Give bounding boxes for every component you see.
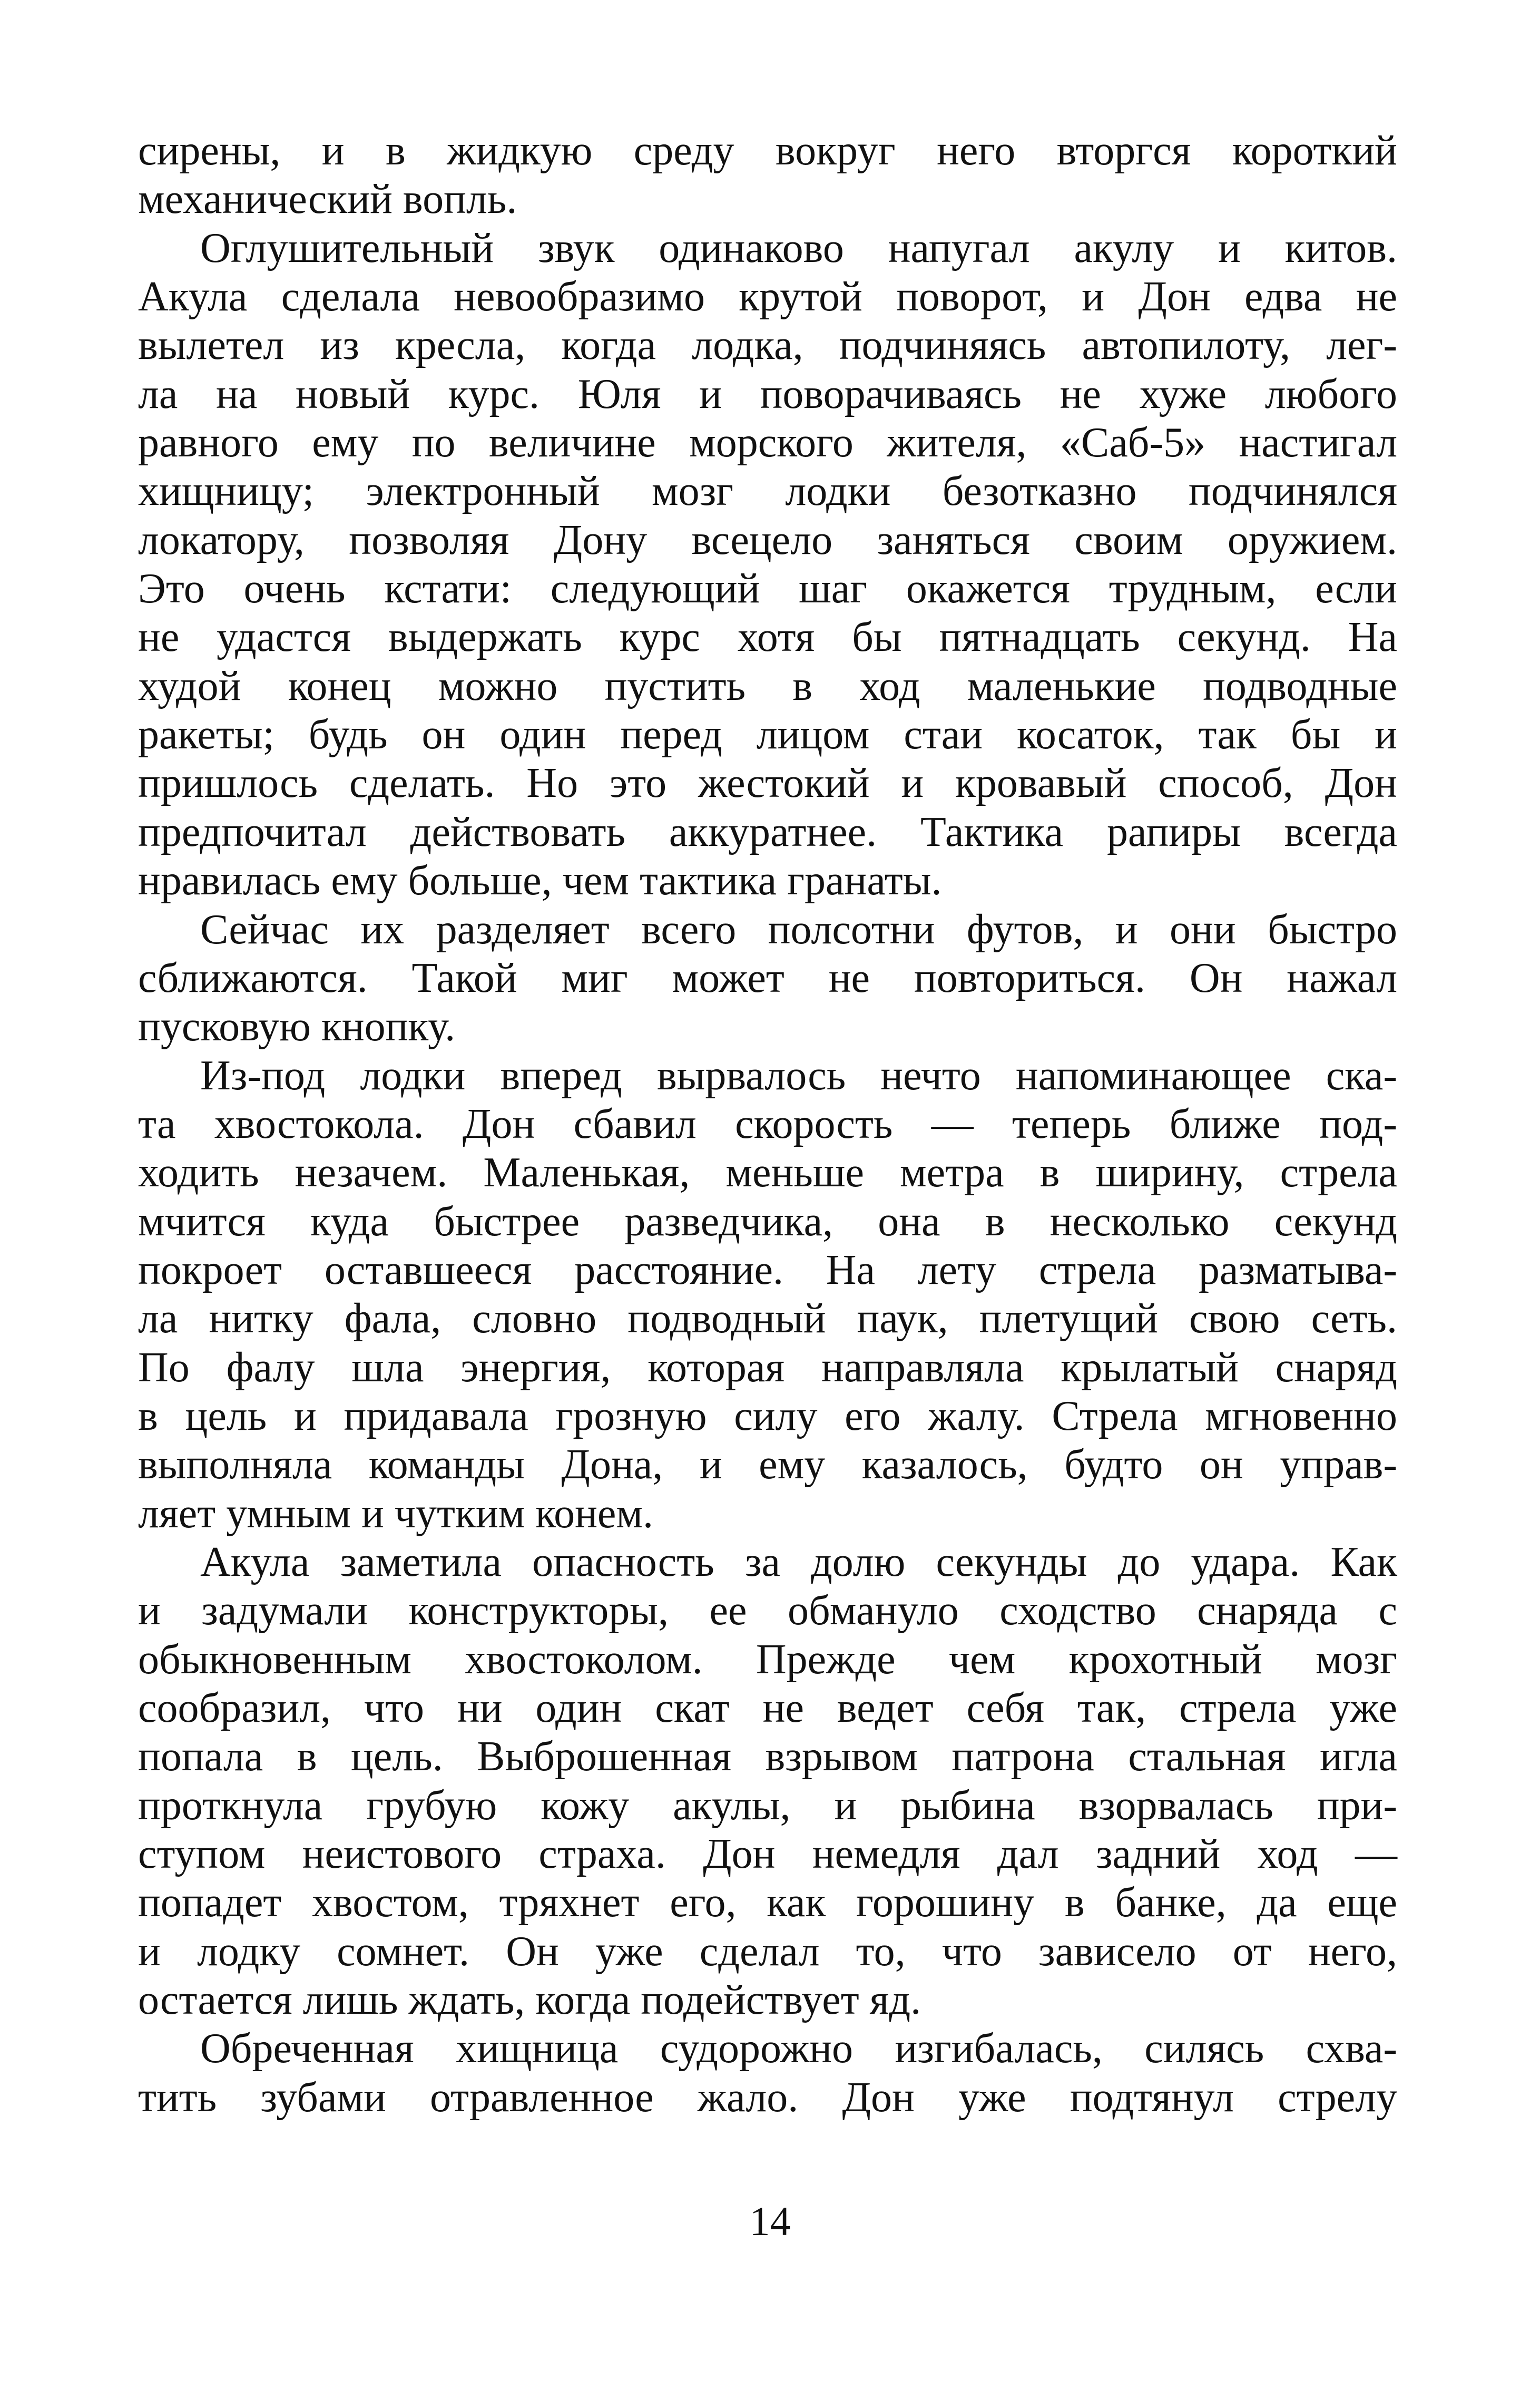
text-line: ляет умным и чутким конем. xyxy=(138,1490,654,1537)
text-line: Акула сделала невообразимо крутой поворот, и Дон едва не xyxy=(138,274,1397,320)
text-line: Сейчас их разделяет всего полсотни футов, и они быстро xyxy=(200,906,1397,953)
text-line: ступом неистового страха. Дон немедля дал задний ход — xyxy=(138,1831,1397,1878)
text-line: Из-под лодки вперед вырвалось нечто напоминающее ска- xyxy=(200,1052,1397,1099)
text-line: Обреченная хищница судорожно изгибалась, силясь схва- xyxy=(200,2025,1397,2072)
text-line: тить зубами отравленное жало. Дон уже подтянул стрелу xyxy=(138,2074,1397,2121)
text-line: покроет оставшееся расстояние. На лету стрела разматыва- xyxy=(138,1246,1397,1293)
text-line: выполняла команды Дона, и ему казалось, будто он управ- xyxy=(138,1441,1397,1488)
page-number: 14 xyxy=(749,2198,791,2244)
text-line: хищницу; электронный мозг лодки безотказно подчинялся xyxy=(138,468,1397,515)
text-line: пусковую кнопку. xyxy=(138,1003,456,1050)
text-line: и лодку сомнет. Он уже сделал то, что зависело от него, xyxy=(138,1928,1397,1975)
text-line: пришлось сделать. Но это жестокий и кровавый способ, Дон xyxy=(138,760,1397,807)
text-line: остается лишь ждать, когда подействует яд. xyxy=(138,1977,921,2024)
text-line: в цель и придавала грозную силу его жалу. Стрела мгновенно xyxy=(138,1392,1397,1439)
text-line: и задумали конструкторы, ее обмануло сходство снаряда с xyxy=(138,1587,1397,1634)
text-line: ракеты; будь он один перед лицом стаи косаток, так бы и xyxy=(138,711,1397,758)
text-line: сообразил, что ни один скат не ведет себя так, стрела уже xyxy=(138,1685,1397,1731)
text-line: сближаются. Такой миг может не повториться. Он нажал xyxy=(138,954,1397,1001)
text-line: не удастся выдержать курс хотя бы пятнадцать секунд. На xyxy=(138,614,1397,661)
text-line: ходить незачем. Маленькая, меньше метра в ширину, стрела xyxy=(138,1149,1397,1196)
text-line: худой конец можно пустить в ход маленькие подводные xyxy=(138,662,1397,709)
text-line: равного ему по величине морского жителя, «Саб-5» настигал xyxy=(138,420,1397,466)
text-line: Оглушительный звук одинаково напугал акулу и китов. xyxy=(200,225,1397,271)
text-line: проткнула грубую кожу акулы, и рыбина взорвалась при- xyxy=(138,1782,1397,1829)
text-line: Это очень кстати: следующий шаг окажется трудным, если xyxy=(138,565,1397,612)
text-line: механический вопль. xyxy=(138,176,517,223)
text-line: попадет хвостом, тряхнет его, как горошину в банке, да еще xyxy=(138,1879,1397,1926)
text-line: По фалу шла энергия, которая направляла крылатый снаряд xyxy=(138,1344,1397,1391)
text-line: сирены, и в жидкую среду вокруг него вторгся короткий xyxy=(138,128,1397,174)
text-line: ла нитку фала, словно подводный паук, плетущий свою сеть. xyxy=(138,1295,1397,1342)
text-line: вылетел из кресла, когда лодка, подчиняясь автопилоту, лег- xyxy=(138,322,1397,369)
body-text xyxy=(138,126,1397,2122)
text-line: мчится куда быстрее разведчика, она в несколько секунд xyxy=(138,1198,1397,1245)
text-line: попала в цель. Выброшенная взрывом патрона стальная игла xyxy=(138,1733,1397,1780)
text-line: локатору, позволяя Дону всецело заняться своим оружием. xyxy=(138,516,1397,563)
text-line: та хвостокола. Дон сбавил скорость — теперь ближе под- xyxy=(138,1100,1397,1147)
text-line: обыкновенным хвостоколом. Прежде чем крохотный мозг xyxy=(138,1636,1397,1683)
text-line: ла на новый курс. Юля и поворачиваясь не хуже любого xyxy=(138,370,1397,417)
text-line: предпочитал действовать аккуратнее. Тактика рапиры всегда xyxy=(138,808,1397,855)
text-line: Акула заметила опасность за долю секунды до удара. Как xyxy=(200,1538,1397,1585)
text-line: нравилась ему больше, чем тактика гранаты. xyxy=(138,857,942,904)
